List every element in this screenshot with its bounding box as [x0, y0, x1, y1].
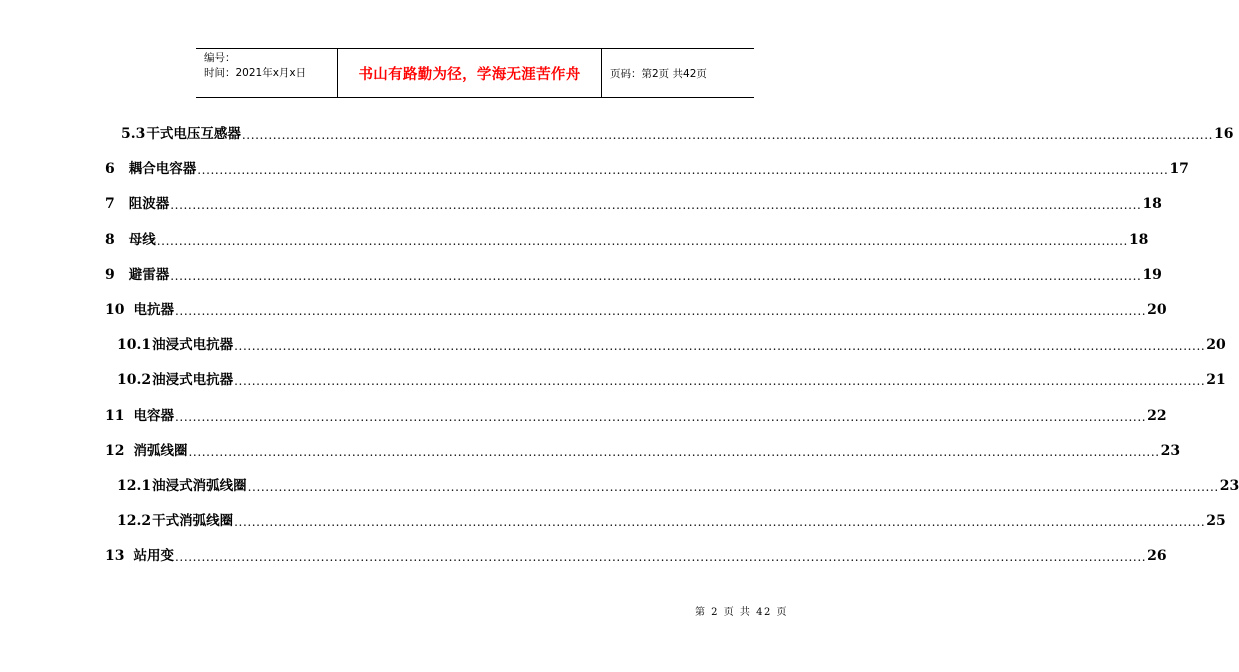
toc-entry[interactable] — [105, 505, 1226, 530]
toc-leader-dots: ............................................................................................................................................................................................................................ — [234, 339, 1206, 354]
toc-leader-dots: ............................................................................................................................................................................................................................ — [170, 198, 1142, 213]
toc-entry-page: 20 — [1147, 302, 1167, 318]
toc-entry[interactable] — [105, 294, 1167, 318]
toc-leader-dots: ............................................................................................................................................................................................................................ — [174, 304, 1147, 318]
toc-entry-number: 8 — [105, 231, 115, 248]
toc-leader-dots: ............................................................................................................................................................................................................................ — [174, 409, 1147, 424]
toc-entry-title: 油浸式电抗器 — [152, 372, 234, 389]
toc-entry-title: 油浸式电抗器 — [152, 337, 234, 354]
toc-entry[interactable] — [105, 259, 1162, 283]
toc-entry[interactable] — [105, 470, 1239, 494]
toc-leader-dots: ............................................................................................................................................................................................................................ — [234, 374, 1206, 389]
toc-entry-page: 20 — [1206, 337, 1226, 354]
toc-entry-number: 12.2 — [117, 513, 152, 530]
header-table — [196, 48, 754, 98]
toc-leader-dots: ............................................................................................................................................................................................................................ — [188, 444, 1160, 459]
toc-entry-page: 21 — [1206, 372, 1226, 389]
toc-entry[interactable] — [105, 118, 1234, 142]
toc-entry-number: 10.2 — [117, 372, 152, 389]
toc-entry-title: 干式消弧线圈 — [152, 513, 234, 530]
toc-entry[interactable] — [105, 435, 1181, 459]
page-footer: 第 2 页 共 42 页 — [695, 607, 788, 618]
toc-entry-title: 电抗器 — [133, 302, 174, 318]
toc-entry-number: 6 — [105, 161, 115, 178]
page-info-text: 页码：第2页 共42页 — [610, 67, 707, 80]
toc-entry-number: 10.1 — [117, 337, 152, 354]
toc-leader-dots: ............................................................................................................................................................................................................................ — [234, 515, 1206, 530]
toc-leader-dots: ............................................................................................................................................................................................................................ — [174, 550, 1147, 565]
toc-entry-title: 阻波器 — [128, 196, 170, 213]
toc-entry-number: 7 — [105, 196, 115, 213]
toc-entry[interactable] — [105, 400, 1167, 424]
toc-entry[interactable] — [105, 540, 1167, 565]
toc-entry-number: 11 — [105, 407, 125, 424]
header-motto-cell — [338, 49, 602, 97]
toc-leader-dots: ............................................................................................................................................................................................................................ — [247, 480, 1219, 494]
toc-entry[interactable] — [105, 364, 1226, 389]
toc-leader-dots: ............................................................................................................................................................................................................................ — [156, 233, 1128, 248]
toc-entry-title: 电容器 — [133, 407, 174, 424]
toc-entry-number: 10 — [105, 302, 125, 318]
toc-entry[interactable] — [105, 329, 1226, 354]
time-label: 时间：2021年x月x日 — [204, 67, 307, 79]
toc-entry-page: 19 — [1142, 266, 1162, 283]
toc-entry[interactable] — [105, 153, 1189, 178]
toc-entry-title: 耦合电容器 — [128, 161, 197, 178]
toc-entry-page: 23 — [1219, 478, 1239, 494]
toc-entry[interactable] — [105, 188, 1162, 213]
toc-entry[interactable] — [105, 224, 1149, 248]
toc-entry-page: 18 — [1128, 231, 1149, 248]
toc-entry-number: 9 — [105, 266, 115, 283]
number-label: 编号： — [204, 52, 236, 64]
toc-entry-page: 17 — [1169, 161, 1189, 178]
toc-entry-number: 5.3 — [121, 126, 146, 142]
toc-leader-dots: ............................................................................................................................................................................................................................ — [241, 128, 1214, 142]
motto-text: 书山有路勤为径，学海无涯苦作舟 — [358, 66, 581, 83]
toc-entry-title: 母线 — [128, 231, 156, 248]
toc-leader-dots: ............................................................................................................................................................................................................................ — [170, 268, 1142, 283]
header-page-cell — [602, 49, 754, 97]
toc-entry-number: 12 — [105, 442, 125, 459]
toc-entry-number: 13 — [105, 548, 125, 565]
toc-entry-page: 22 — [1147, 407, 1167, 424]
toc-entry-page: 25 — [1206, 513, 1226, 530]
toc-entry-title: 油浸式消弧线圈 — [152, 478, 247, 494]
toc-entry-title: 站用变 — [133, 548, 174, 565]
toc-entry-title: 避雷器 — [128, 266, 170, 283]
toc-entry-page: 16 — [1214, 126, 1234, 142]
toc-entry-title: 干式电压互感器 — [146, 126, 241, 142]
header-meta-cell — [196, 49, 338, 97]
toc-entry-page: 26 — [1147, 548, 1167, 565]
toc-entry-title: 消弧线圈 — [133, 442, 188, 459]
toc-entry-page: 18 — [1142, 196, 1162, 213]
toc-entry-number: 12.1 — [117, 478, 152, 494]
toc-entry-page: 23 — [1160, 442, 1181, 459]
toc-leader-dots: ............................................................................................................................................................................................................................ — [197, 163, 1169, 178]
